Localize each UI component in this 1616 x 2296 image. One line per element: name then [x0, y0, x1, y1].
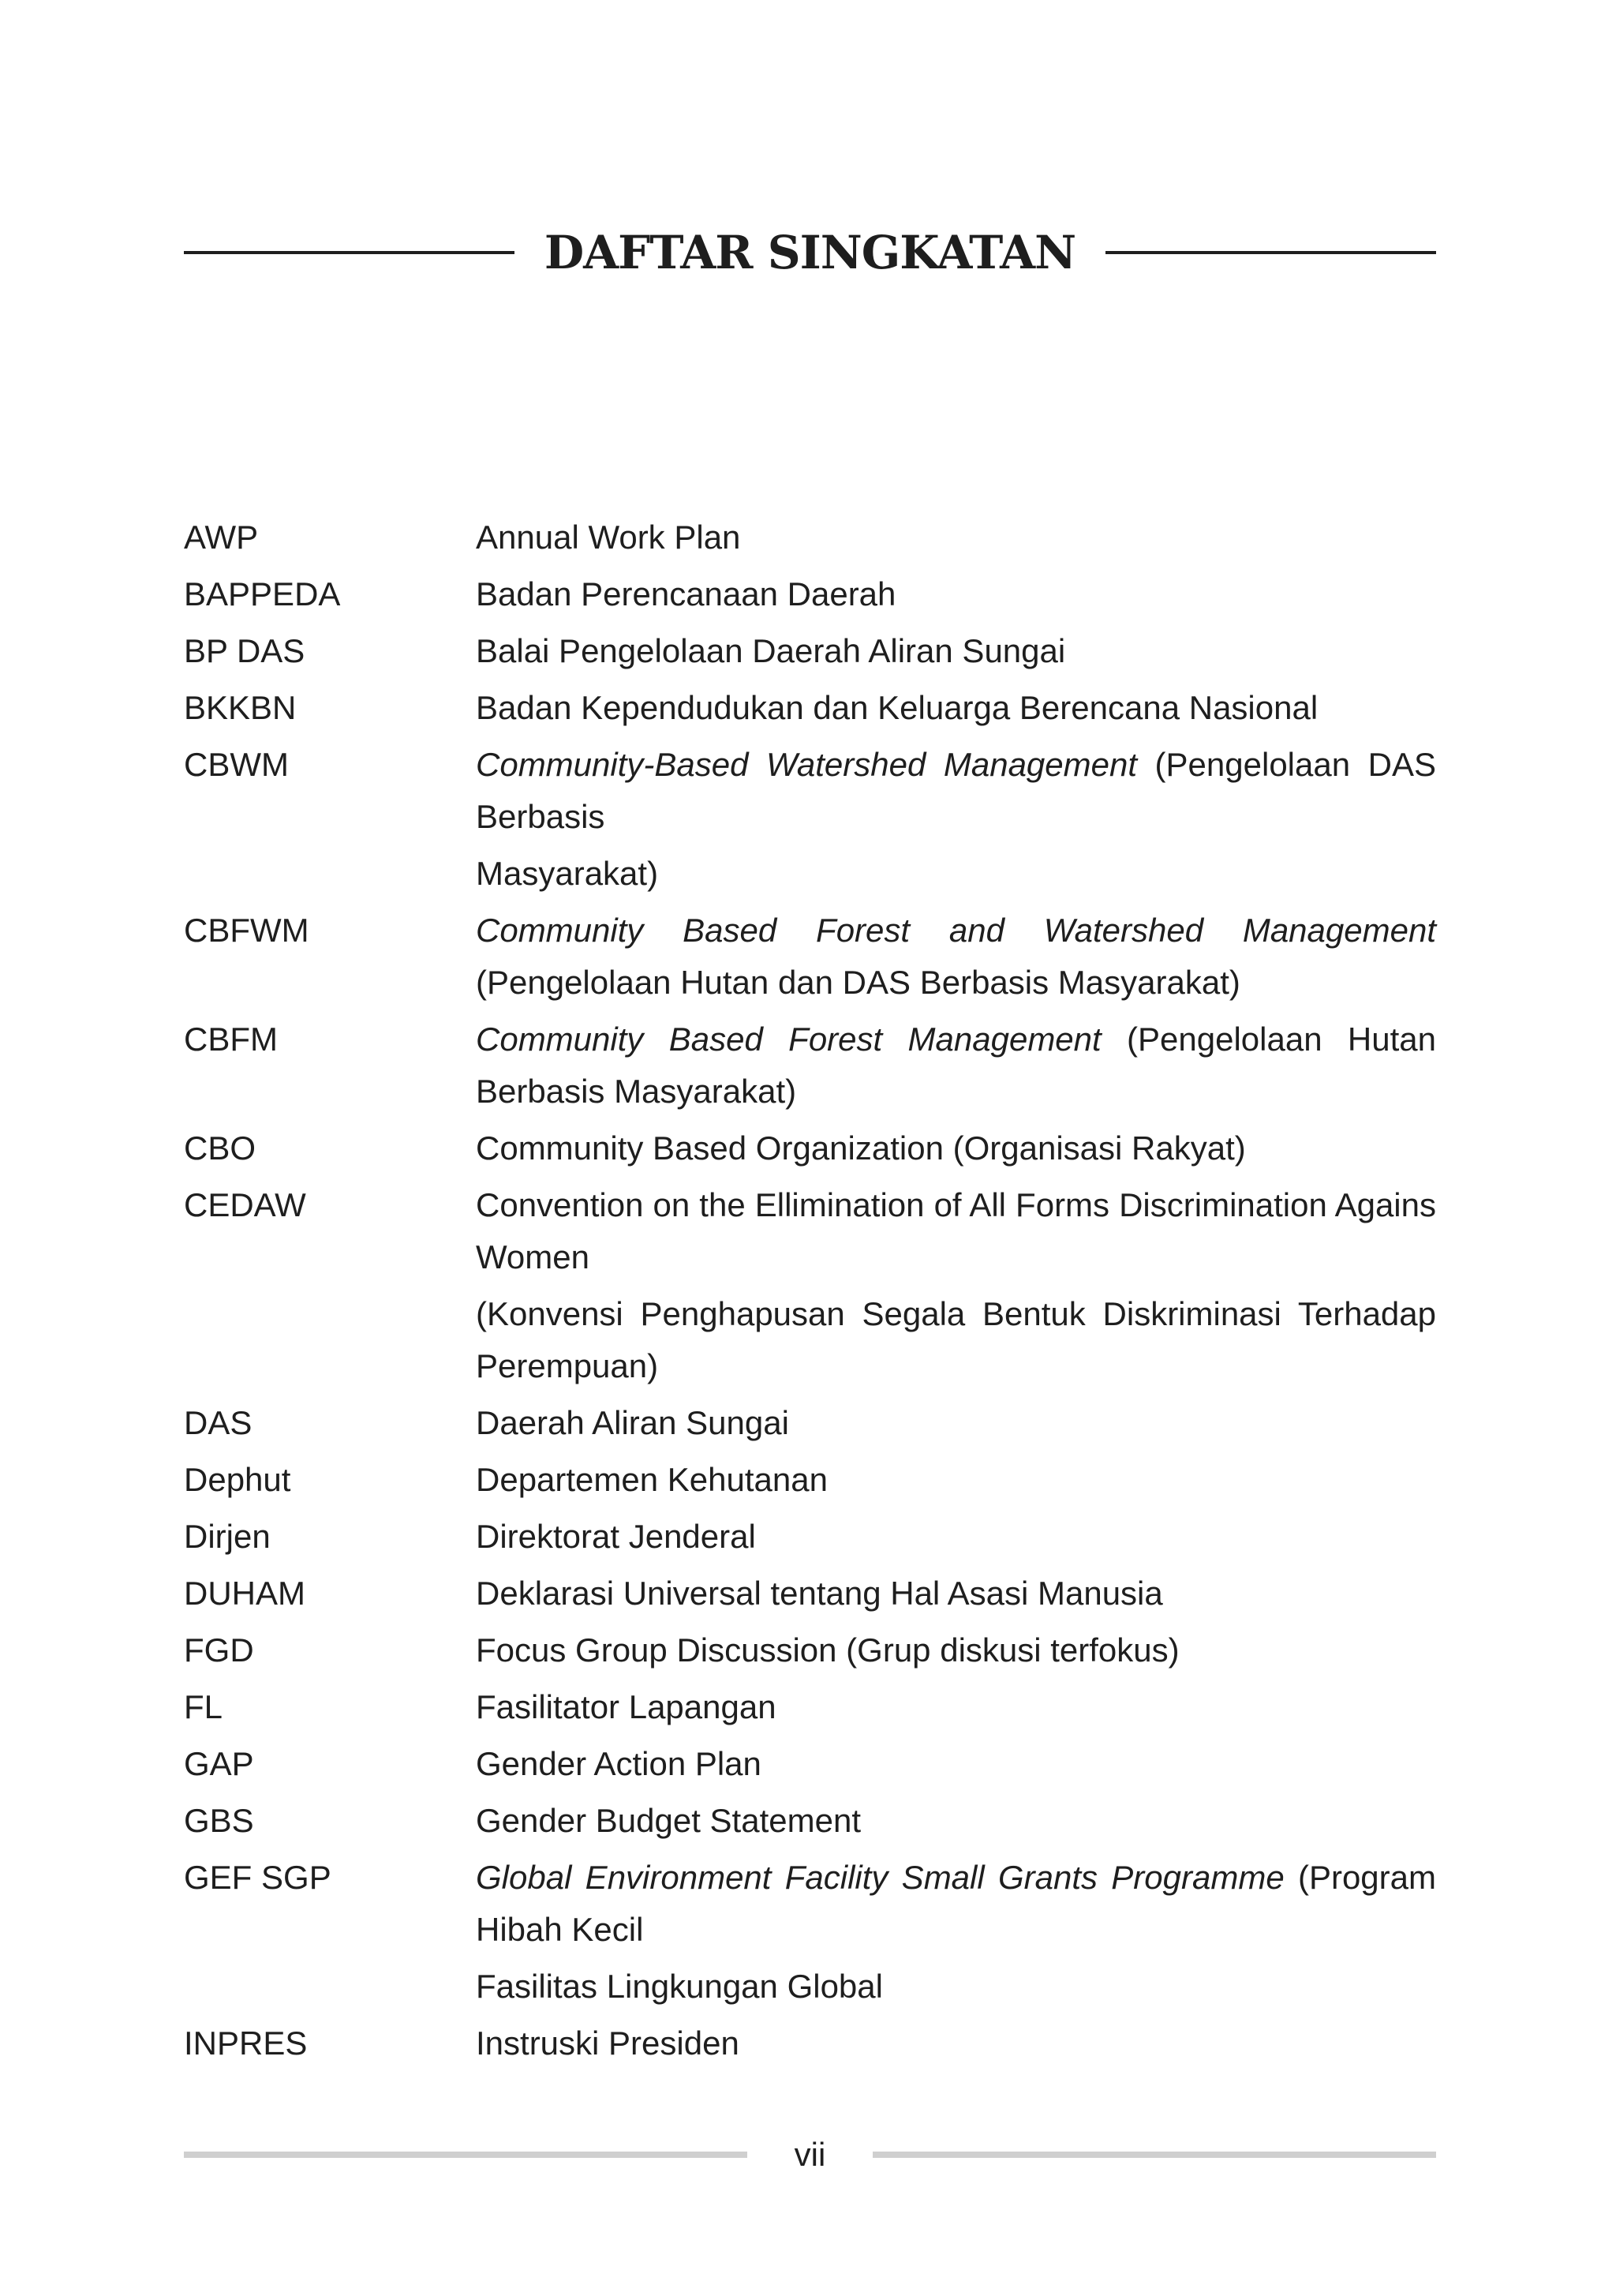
abbreviation-term: CBO [184, 1129, 256, 1167]
definition-paragraph [476, 1567, 1436, 1620]
abbreviation-entry [184, 1567, 1436, 1620]
abbreviation-term: FL [184, 1688, 223, 1725]
page-title: DAFTAR SINGKATAN [544, 226, 1076, 279]
definition-text: Gender Action Plan [476, 1745, 761, 1782]
definition-term-english: Community-Based Watershed Management [476, 746, 1138, 783]
definition-paragraph [476, 1397, 1436, 1449]
abbreviation-term: BAPPEDA [184, 575, 341, 612]
abbreviation-term: BP DAS [184, 632, 305, 669]
definition-paragraph [476, 682, 1436, 734]
definition-paragraph [476, 1852, 1436, 1956]
definition-text: Convention on the Ellimination of All Forms Discrimination Agains Women [476, 1186, 1436, 1275]
abbreviation-definition [476, 1567, 1436, 1620]
definition-text: Fasilitator Lapangan [476, 1688, 776, 1725]
abbreviation-definition [476, 568, 1436, 620]
abbreviation-definition [476, 739, 1436, 900]
definition-paragraph [476, 511, 1436, 564]
definition-text: (Pengelolaan Hutan dan DAS Berbasis Masyarakat) [476, 964, 1240, 1001]
page-number: vii [794, 2136, 826, 2173]
abbreviation-definition [476, 511, 1436, 564]
abbreviation-term: INPRES [184, 2024, 308, 2062]
abbreviation-entry [184, 682, 1436, 734]
definition-paragraph [476, 848, 1436, 900]
abbreviation-entry [184, 625, 1436, 677]
abbreviation-entry [184, 1681, 1436, 1733]
definition-text: Community Based Organization (Organisasi Rakyat) [476, 1129, 1246, 1167]
abbreviation-definition [476, 1511, 1436, 1563]
abbreviation-definition [476, 1795, 1436, 1847]
abbreviation-term: GBS [184, 1802, 254, 1839]
abbreviation-definition [476, 1179, 1436, 1392]
definition-paragraph [476, 568, 1436, 620]
abbreviation-term: CEDAW [184, 1186, 306, 1223]
definition-term-english: Community Based Forest Management [476, 1021, 1102, 1058]
definition-text: (Konvensi Penghapusan Segala Bentuk Diskriminasi Terhadap Perempuan) [476, 1295, 1436, 1384]
abbreviation-entry [184, 905, 1436, 1009]
abbreviation-term: BKKBN [184, 689, 297, 726]
page-footer [184, 2131, 1436, 2178]
abbreviation-entry [184, 1122, 1436, 1174]
header-rule-right [1105, 251, 1436, 254]
abbreviation-definition [476, 1454, 1436, 1506]
abbreviation-definition [476, 682, 1436, 734]
abbreviation-term: GEF SGP [184, 1859, 331, 1896]
definition-paragraph [476, 739, 1436, 843]
abbreviation-definition [476, 625, 1436, 677]
definition-paragraph [476, 1454, 1436, 1506]
definition-text: Badan Kependudukan dan Keluarga Berencana Nasional [476, 689, 1319, 726]
definition-paragraph [476, 1179, 1436, 1283]
definition-text: (Program Hibah Kecil [476, 1859, 1436, 1948]
footer-rule-left [184, 2152, 747, 2158]
abbreviation-entry [184, 568, 1436, 620]
abbreviation-list [184, 511, 1436, 2074]
definition-paragraph [476, 1624, 1436, 1676]
abbreviation-definition [476, 1122, 1436, 1174]
abbreviation-definition [476, 1397, 1436, 1449]
abbreviation-term: CBWM [184, 746, 289, 783]
definition-paragraph [476, 625, 1436, 677]
definition-text: Focus Group Discussion (Grup diskusi terfokus) [476, 1631, 1180, 1669]
definition-text: Gender Budget Statement [476, 1802, 861, 1839]
definition-text: Direktorat Jenderal [476, 1518, 756, 1555]
abbreviation-entry [184, 1852, 1436, 2013]
definition-term-english: Community Based Forest and Watershed Management [476, 912, 1436, 949]
abbreviation-entry [184, 739, 1436, 900]
abbreviation-definition [476, 1738, 1436, 1790]
abbreviation-term: DAS [184, 1404, 252, 1441]
definition-paragraph [476, 1122, 1436, 1174]
definition-text: Fasilitas Lingkungan Global [476, 1968, 883, 2005]
abbreviation-term: CBFWM [184, 912, 309, 949]
definition-text: Instruski Presiden [476, 2024, 739, 2062]
abbreviation-entry [184, 511, 1436, 564]
abbreviation-entry [184, 2017, 1436, 2069]
definition-paragraph [476, 1013, 1436, 1118]
abbreviation-entry [184, 1013, 1436, 1118]
abbreviation-term: Dirjen [184, 1518, 271, 1555]
definition-paragraph [476, 905, 1436, 1009]
definition-paragraph [476, 1511, 1436, 1563]
abbreviation-definition [476, 1013, 1436, 1118]
abbreviation-term: Dephut [184, 1461, 291, 1498]
definition-paragraph [476, 1738, 1436, 1790]
definition-text: Deklarasi Universal tentang Hal Asasi Manusia [476, 1575, 1163, 1612]
abbreviation-term: AWP [184, 519, 259, 556]
abbreviation-entry [184, 1179, 1436, 1392]
abbreviation-term: FGD [184, 1631, 254, 1669]
definition-paragraph [476, 2017, 1436, 2069]
abbreviation-term: GAP [184, 1745, 254, 1782]
definition-text: Badan Perencanaan Daerah [476, 575, 896, 612]
definition-text: Balai Pengelolaan Daerah Aliran Sungai [476, 632, 1066, 669]
abbreviation-entry [184, 1397, 1436, 1449]
abbreviation-term: CBFM [184, 1021, 278, 1058]
definition-paragraph [476, 1681, 1436, 1733]
abbreviation-entry [184, 1454, 1436, 1506]
abbreviation-definition [476, 1624, 1436, 1676]
abbreviation-entry [184, 1795, 1436, 1847]
header-rule-left [184, 251, 514, 254]
abbreviation-entry [184, 1511, 1436, 1563]
definition-text: Daerah Aliran Sungai [476, 1404, 789, 1441]
definition-text: Masyarakat) [476, 855, 659, 892]
definition-paragraph [476, 1795, 1436, 1847]
definition-text: Annual Work Plan [476, 519, 741, 556]
abbreviation-definition [476, 1852, 1436, 2013]
definition-text: Departemen Kehutanan [476, 1461, 828, 1498]
definition-text: (Pengelolaan DAS Berbasis [476, 746, 1436, 835]
definition-term-english: Global Environment Facility Small Grants Programme [476, 1859, 1285, 1896]
definition-paragraph [476, 1288, 1436, 1392]
footer-rule-right [873, 2152, 1436, 2158]
abbreviation-entry [184, 1738, 1436, 1790]
abbreviation-definition [476, 905, 1436, 1009]
abbreviation-term: DUHAM [184, 1575, 305, 1612]
abbreviation-entry [184, 1624, 1436, 1676]
abbreviation-definition [476, 2017, 1436, 2069]
definition-text: (Pengelolaan Hutan Berbasis Masyarakat) [476, 1021, 1436, 1110]
definition-paragraph [476, 1961, 1436, 2013]
abbreviation-definition [476, 1681, 1436, 1733]
page-header [184, 221, 1436, 284]
